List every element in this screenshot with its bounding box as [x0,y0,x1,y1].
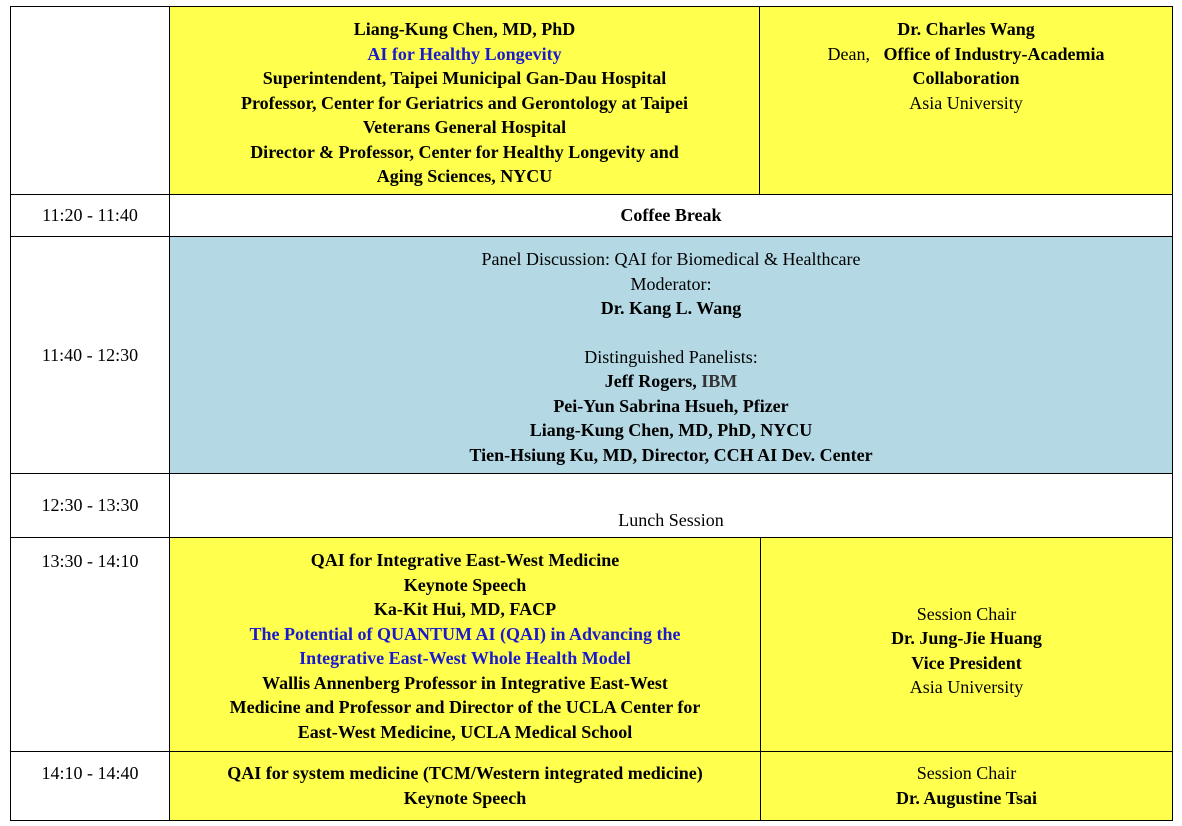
chair-role-prefix: Dean, [827,43,870,64]
lunch-session-cell [169,473,1173,538]
time-cell: 12:30 - 13:30 [10,473,170,538]
chair-role [760,42,1172,67]
talk-title[interactable]: AI for Healthy Longevity [367,43,562,64]
affiliation-line: Superintendent, Taipei Municipal Gan-Dau Hospital [262,68,667,88]
agenda-table [10,6,1173,821]
spacer [170,321,1172,345]
panel-heading: Panel Discussion: QAI for Biomedical & Healthcare [481,249,861,269]
panelist-name: Jeff Rogers, [604,371,697,391]
panelist-item: Liang-Kung Chen, MD, PhD, NYCU [529,420,813,440]
chair-name: Dr. Charles Wang [897,19,1035,39]
lunch-session-label: Lunch Session [618,510,724,530]
talk-title[interactable]: Integrative East-West Whole Health Model [299,648,631,668]
session-cell-east-west-medicine [169,537,761,752]
session-cell-system-medicine [169,751,761,821]
panelist-item: Pei-Yun Sabrina Hsueh, Pfizer [553,395,789,416]
affiliation-line: Professor, Center for Geriatrics and Gerontology at Taipei [241,92,688,113]
time-cell-empty [10,6,170,195]
coffee-break-cell [169,194,1173,237]
moderator-label: Moderator: [630,273,712,294]
session-title: QAI for Integrative East-West Medicine [310,550,620,570]
chair-label: Session Chair [916,603,1017,624]
session-type: Keynote Speech [403,787,527,808]
chair-role-cont: Collaboration [912,68,1020,88]
time-cell: 11:40 - 12:30 [10,236,170,474]
chair-cell-augustine-tsai [760,751,1173,821]
speaker-name: Liang-Kung Chen, MD, PhD [353,19,576,39]
panelists-label: Distinguished Panelists: [584,346,758,367]
moderator-name: Dr. Kang L. Wang [600,298,742,318]
panelist-item: Tien-Hsiung Ku, MD, Director, CCH AI Dev. Center [469,444,873,465]
panel-discussion-cell [169,236,1173,474]
chair-cell-charles-wang [759,6,1173,195]
chair-org: Asia University [909,677,1024,697]
chair-role-title: Office of Industry-Academia [883,43,1105,64]
session-cell-healthy-longevity [169,6,760,195]
time-cell: 11:20 - 11:40 [10,194,170,237]
chair-name: Dr. Jung-Jie Huang [891,628,1042,648]
affiliation-line: Medicine and Professor and Director of the UCLA Center for [229,697,701,717]
affiliation-line: Veterans General Hospital [362,117,567,137]
panelist-org: IBM [701,371,738,391]
panelist-item [170,369,1172,394]
coffee-break-label: Coffee Break [620,205,722,226]
affiliation-line: Wallis Annenberg Professor in Integrative East-West [262,672,668,693]
affiliation-line: Aging Sciences, NYCU [376,166,553,186]
time-cell: 14:10 - 14:40 [10,751,170,821]
affiliation-line: East-West Medicine, UCLA Medical School [297,721,633,742]
talk-title[interactable]: The Potential of QUANTUM AI (QAI) in Advancing the [249,623,681,644]
chair-label: Session Chair [916,763,1017,783]
time-cell: 13:30 - 14:10 [10,537,170,752]
session-type: Keynote Speech [403,574,527,595]
chair-cell-jung-jie-huang [760,537,1173,752]
chair-name: Dr. Augustine Tsai [896,787,1037,808]
affiliation-line: Director & Professor, Center for Healthy Longevity and [250,141,679,162]
chair-role: Vice President [911,652,1022,673]
speaker-name: Ka-Kit Hui, MD, FACP [373,599,557,619]
chair-org: Asia University [909,92,1023,113]
session-title: QAI for system medicine (TCM/Western integrated medicine) [227,763,703,783]
